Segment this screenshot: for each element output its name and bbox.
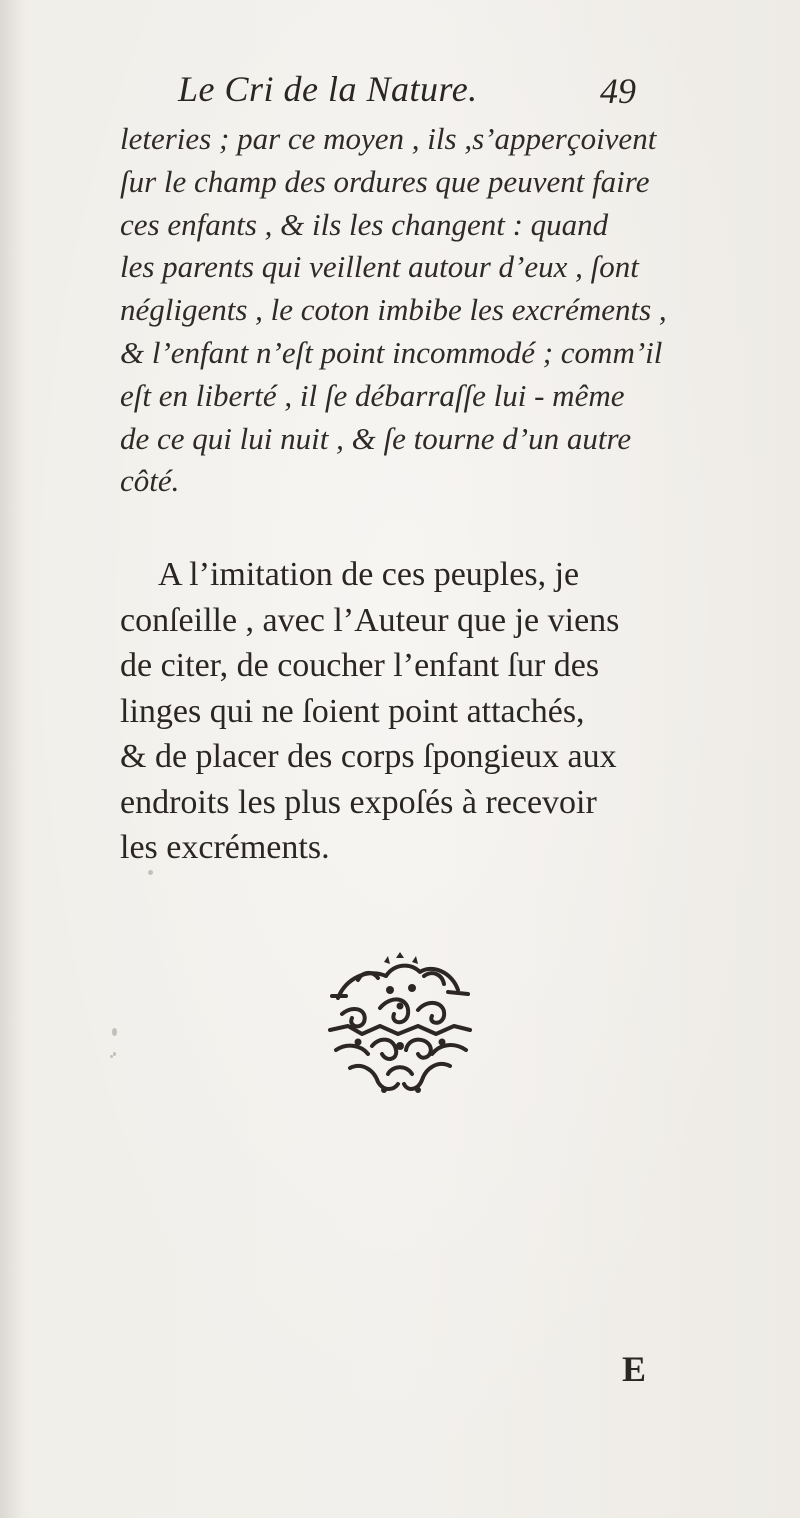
paper-speck [112, 1028, 117, 1036]
text-line: & l’enfant n’eſt point incommodé ; comm’il [120, 334, 663, 370]
text-line: eſt en liberté , il ſe débarraſſe lui - même [120, 377, 625, 413]
running-head [0, 68, 800, 118]
text-line: & de placer des corps ſpongieux aux [120, 738, 617, 775]
printers-ornament-icon [328, 950, 473, 1100]
italic-paragraph [120, 118, 760, 503]
text-line: négligents , le coton imbibe les excréments , [120, 292, 667, 328]
text-line: ſur le champ des ordures que peuvent faire [120, 163, 650, 199]
paper-speck [148, 870, 153, 875]
text-line: linges qui ne ſoient point attachés, [120, 692, 585, 730]
text-line: conſeille , avec l’Auteur que je viens [120, 601, 620, 639]
roman-paragraph [120, 552, 770, 871]
text-line: de citer, de coucher l’enfant ſur des [120, 647, 600, 684]
paper-speck [113, 1052, 116, 1056]
text-line: endroits les plus expoſés à recevoir [120, 783, 597, 821]
running-title: Le Cri de la Nature. [178, 69, 478, 109]
gutter-shadow [0, 0, 22, 1518]
text-line: de ce qui lui nuit , & ſe tourne d’un autre [120, 420, 632, 456]
text-line: les excréments. [120, 829, 330, 866]
text-line: ces enfants , & ils les changent : quand [120, 206, 609, 242]
text-line: leteries ; par ce moyen , ils ,s’apperçoivent [120, 121, 657, 156]
text-line: les parents qui veillent autour d’eux , ſont [120, 249, 639, 285]
text-line: A l’imitation de ces peuples, je [158, 556, 580, 593]
text-line: côté. [120, 463, 180, 499]
page-number: 49 [600, 71, 636, 111]
signature-mark: E [622, 1349, 647, 1389]
paper-speck [110, 1055, 113, 1058]
